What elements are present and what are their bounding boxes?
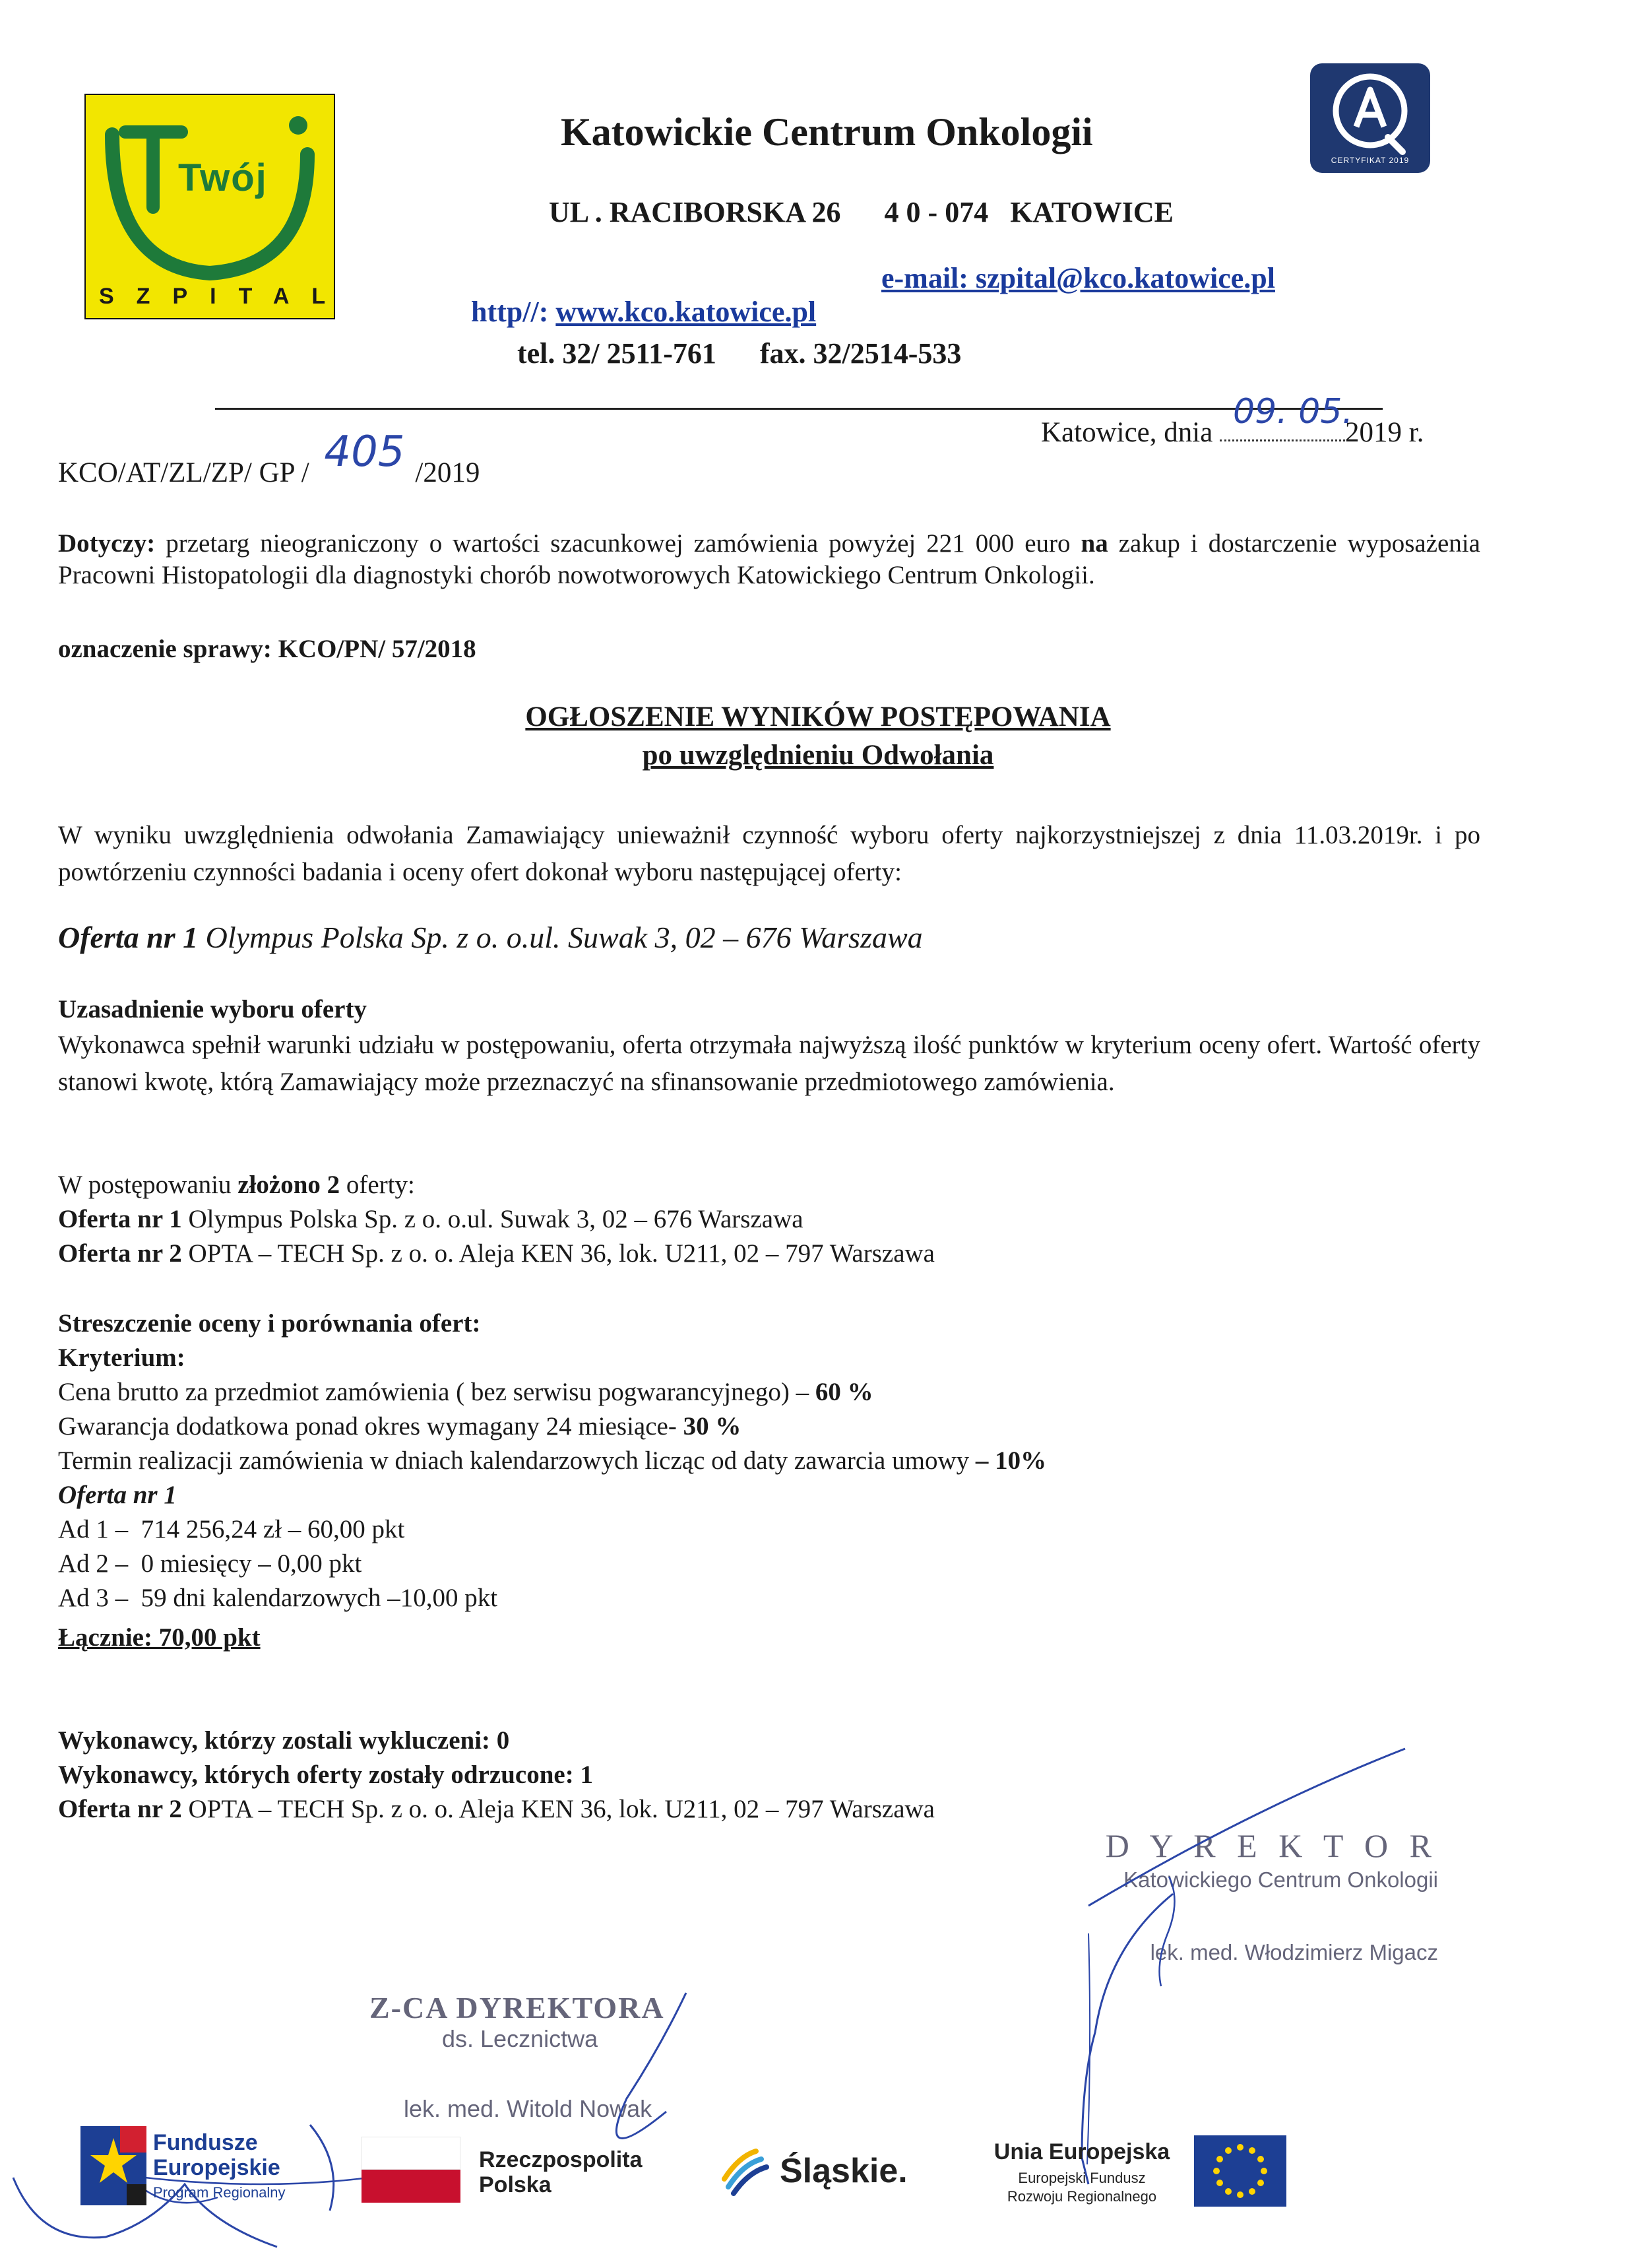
rp-line2: Polska (479, 2172, 551, 2197)
date-line (1041, 392, 1424, 449)
director-title: D Y R E K T O R (1105, 1827, 1438, 1864)
offers-intro-text: W postępowaniu (58, 1171, 238, 1199)
director-stamp (1016, 1827, 1438, 1965)
summary-title: Streszczenie oceny i porównania ofert: (58, 1309, 481, 1338)
score-row-3: Ad 3 – 59 dni kalendarzowych –10,00 pkt (58, 1584, 498, 1612)
offer-label: Oferta nr 2 (58, 1795, 182, 1823)
fe-line1: Fundusze (153, 2130, 258, 2155)
deputy-stamp (369, 1990, 739, 2123)
ref-suffix: /2019 (415, 457, 480, 488)
certificate-text: CERTYFIKAT 2019 (1331, 156, 1410, 165)
criterion-row-3 (58, 1444, 1046, 1478)
rejected-offer (58, 1792, 935, 1827)
criterion-weight: 60 % (815, 1378, 873, 1406)
criteria-title: Kryterium: (58, 1344, 185, 1372)
fe-line3: Program Regionalny (153, 2184, 286, 2201)
subject-na: na (1081, 529, 1108, 558)
reference-number (58, 428, 480, 489)
hospital-logo (84, 94, 348, 319)
slaskie-wave-icon (719, 2145, 772, 2197)
criterion-text: Gwarancja dodatkowa ponad okres wymagany 24 miesiące- (58, 1412, 683, 1441)
winner-label: Oferta nr 1 (58, 921, 199, 954)
subject-text-1: przetarg nieograniczony o wartości szacunkowej zamówienia powyżej 221 000 euro (155, 529, 1081, 558)
fe-star-icon (80, 2126, 146, 2205)
date-handwritten: 09. 05. (1233, 392, 1353, 432)
web-line (456, 261, 816, 329)
offer-row-2 (58, 1237, 935, 1271)
offers-count: złożono 2 (237, 1171, 340, 1199)
eu-flag-icon (1194, 2135, 1286, 2207)
criterion-weight: – 10% (975, 1446, 1047, 1475)
offer-text: Olympus Polska Sp. z o. o.ul. Suwak 3, 02 – 676 Warszawa (181, 1205, 803, 1233)
logo-text: Twój (178, 156, 268, 199)
criterion-row-1 (58, 1375, 873, 1409)
justification-title: Uzasadnienie wyboru oferty (58, 995, 367, 1023)
offer-label: Oferta nr 1 (58, 1205, 182, 1233)
org-address: UL . RACIBORSKA 26 4 0 - 074 KATOWICE (549, 196, 1174, 228)
offers-intro-end: oferty: (340, 1171, 415, 1199)
fundusze-europejskie-logo (80, 2126, 344, 2205)
excluded-contractors: Wykonawcy, którzy zostali wykluczeni: 0 (58, 1726, 510, 1755)
logo-subtitle: SZPITAL (99, 284, 348, 309)
justification-text: Wykonawca spełnił warunki udziału w postępowaniu, oferta otrzymała najwyższą ilość punktów w kryterium oceny ofert. Wartość oferty stanowi kwotę, którą Zamawiający może przeznaczyć na sfinansowanie przedmiotowego zamówienia. (58, 1031, 1480, 1096)
date-suffix: 2019 r. (1345, 417, 1424, 448)
ue-line3: Rozwoju Regionalnego (1007, 2188, 1157, 2205)
unia-europejska-logo (976, 2135, 1286, 2215)
winner-line (58, 920, 923, 955)
polish-flag-icon (362, 2137, 460, 2203)
rp-line1: Rzeczpospolita (479, 2147, 643, 2172)
slaskie-text: Śląskie. (780, 2152, 908, 2190)
criterion-weight: 30 % (683, 1412, 741, 1441)
director-name: lek. med. Włodzimierz Migacz (1150, 1940, 1438, 1964)
offer-row-1 (58, 1202, 803, 1237)
criterion-text: Cena brutto za przedmiot zamówienia ( bez serwisu pogwarancyjnego) – (58, 1378, 815, 1406)
ue-line1: Unia Europejska (993, 2139, 1170, 2164)
score-row-1: Ad 1 – 714 256,24 zł – 60,00 pkt (58, 1515, 405, 1543)
ref-prefix: KCO/AT/ZL/ZP/ GP / (58, 457, 309, 488)
announcement-title: OGŁOSZENIE WYNIKÓW POSTĘPOWANIA (525, 701, 1111, 732)
offer1-scores-label: Oferta nr 1 (58, 1481, 177, 1509)
subject-label: Dotyczy: (58, 529, 156, 558)
announcement-subtitle: po uwzględnieniu Odwołania (642, 740, 994, 771)
deputy-dept: ds. Lecznictwa (442, 2025, 598, 2052)
offer-text: OPTA – TECH Sp. z o. o. Aleja KEN 36, lok. U211, 02 – 797 Warszawa (181, 1239, 935, 1268)
rzeczpospolita-logo (362, 2135, 665, 2208)
criterion-row-2 (58, 1409, 741, 1444)
header-divider (215, 408, 1383, 410)
subject-paragraph (58, 528, 1480, 591)
deputy-title: Z-CA DYREKTORA (369, 1991, 665, 2025)
fe-line2: Europejskie (153, 2155, 280, 2180)
ref-handwritten-number: 405 (324, 428, 405, 476)
subject-text-2: zakup i dostarczenie wyposażenia Pracowni Histopatologii dla diagnostyki chorób nowotworowych Katowickiego Centrum Onkologii. (58, 529, 1480, 589)
case-reference: oznaczenie sprawy: KCO/PN/ 57/2018 (58, 635, 476, 663)
offer-label: Oferta nr 2 (58, 1239, 182, 1268)
criterion-text: Termin realizacji zamówienia w dniach kalendarzowych licząc od daty zawarcia umowy (58, 1446, 976, 1475)
web-prefix: http//: (471, 296, 556, 328)
ue-line2: Europejski Fundusz (1018, 2170, 1146, 2186)
email-link[interactable]: e-mail: szpital@kco.katowice.pl (881, 262, 1275, 294)
intro-paragraph: W wyniku uwzględnienia odwołania Zamawiający unieważnił czynność wyboru oferty najkorzystniejszej z dnia 11.03.2019r. i po powtórzeniu czynności badania i oceny ofert dokonał wyboru następującej oferty: (58, 821, 1480, 886)
offers-intro (58, 1168, 415, 1202)
winner-text: Olympus Polska Sp. z o. o.ul. Suwak 3, 02 – 676 Warszawa (198, 921, 923, 954)
score-total: Łącznie: 70,00 pkt (58, 1623, 261, 1652)
score-row-2: Ad 2 – 0 miesięcy – 0,00 pkt (58, 1549, 362, 1578)
phone-fax: tel. 32/ 2511-761 fax. 32/2514-533 (517, 337, 962, 370)
date-prefix: Katowice, dnia (1041, 417, 1213, 448)
rejected-contractors: Wykonawcy, których oferty zostały odrzucone: 1 (58, 1761, 593, 1789)
quality-certificate (1310, 63, 1430, 173)
director-org: Katowickiego Centrum Onkologii (1123, 1867, 1438, 1892)
org-name: Katowickie Centrum Onkologii (561, 110, 1093, 154)
offer-text: OPTA – TECH Sp. z o. o. Aleja KEN 36, lok. U211, 02 – 797 Warszawa (181, 1795, 935, 1823)
slaskie-logo (719, 2145, 930, 2197)
website-link[interactable]: www.kco.katowice.pl (555, 296, 817, 328)
deputy-name: lek. med. Witold Nowak (404, 2095, 652, 2122)
